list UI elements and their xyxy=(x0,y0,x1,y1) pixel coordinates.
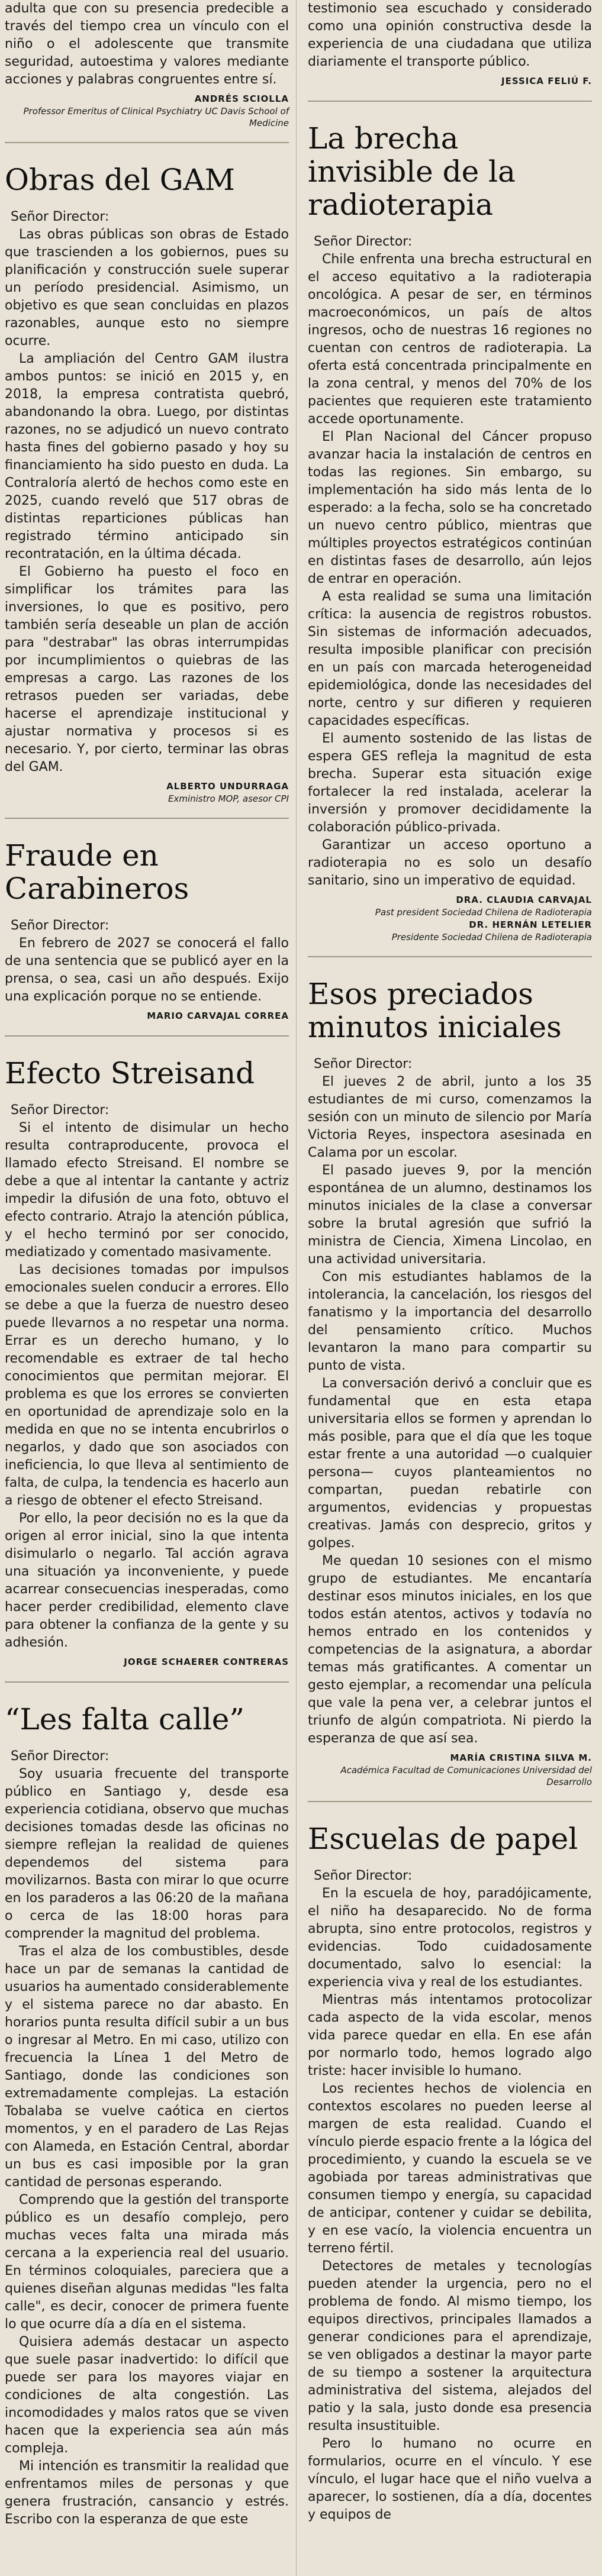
signature-block xyxy=(5,1655,289,1668)
signature-block xyxy=(5,780,289,805)
letter-title: Fraude en Carabineros xyxy=(5,838,189,906)
letter-title: Esos preciados minutos iniciales xyxy=(308,977,562,1044)
signature-name: MARIO CARVAJAL CORREA xyxy=(147,1011,289,1021)
letter-paragraph: El aumento sostenido de las listas de espera GES refleja la magnitud de esta brecha. Superar esta situación exige fortalecer la red instalada, acelerar la inversión y promover decididamente la colaboración público-privada. xyxy=(308,731,592,835)
letter-brecha-radioterapia xyxy=(308,122,592,943)
letter-paragraph: Con mis estudiantes hablamos de la intolerancia, la cancelación, los riesgos del fanatismo y la importancia del desarrollo del pensamiento crítico. Muchos levantaron la mano para compartir su punto de vista. xyxy=(308,1270,592,1373)
signature-name: DRA. CLAUDIA CARVAJAL xyxy=(456,895,592,905)
signature-block xyxy=(308,1751,592,1788)
letter-paragraph: testimonio sea escuchado y considerado como una opinión constructiva desde la experiencia de una ciudadana que utiliza diariamente el transporte público. xyxy=(308,1,592,69)
letter-paragraph: Las decisiones tomadas por impulsos emocionales suelen conducir a errores. Ello se debe a que la fuerza de nuestro deseo puede llevarnos a no respetar una norma. Errar es un derecho humano, y lo recomendable es extraer de tal hecho conocimientos que permitan mejorar. El problema es que los errores se convierten en oportunidad de aprendizaje solo en la medida en que no se intenta encubrirlos o negarlos, y dado que son asociados con ineficiencia, lo que lleva al sentimiento de falta, de culpa, la tendencia es hacerlo aun a riesgo de obtener el efecto Streisand. xyxy=(5,1263,289,1508)
letter-paragraph: En la escuela de hoy, paradójicamente, el niño ha desaparecido. No de forma abrupta, sino entre protocolos, registros y evidencias. Todo cuidadosamente documentado, salvo lo esencial: la experiencia viva y real de los estudiantes. xyxy=(308,1886,592,1990)
signature-name: MARÍA CRISTINA SILVA M. xyxy=(450,1752,592,1763)
letter-title: Escuelas de papel xyxy=(308,1822,578,1856)
letter-title: Obras del GAM xyxy=(5,163,235,197)
letter-paragraph: Me quedan 10 sesiones con el mismo grupo de estudiantes. Me encantaría destinar esos minutos iniciales, en los que todos están atentos, activos y todavía no hemos entrado en los contenidos y competencias de la asignatura, a abordar temas más gratificantes. A comentar un gesto ejemplar, a recomendar una película que vale la pena ver, a celebrar juntos el triunfo de algún compatriota. Ni pierdo la esperanza de que así sea. xyxy=(308,1554,592,1746)
salutation: Señor Director: xyxy=(314,234,413,249)
letter-paragraph: En febrero de 2027 se conocerá el fallo de una sentencia que se publicó ayer en la prensa, o sea, casi un año después. Exijo una explicación porque no se entiende. xyxy=(5,936,289,1004)
letter-paragraph: Chile enfrenta una brecha estructural en el acceso equitativo a la radioterapia oncológica. A pesar de ser, en términos macroeconómicos, un país de altos ingresos, ocho de nuestras 16 regiones no cuentan con centros de radioterapia. La oferta está concentrada principalmente en la zona central, y menos del 70% de los pacientes que requieren este tratamiento accede oportunamente. xyxy=(308,252,592,427)
letter-paragraph: Comprendo que la gestión del transporte público es un desafío complejo, pero muchas veces falta una mirada más cercana a la experiencia real del usuario. En términos coloquiales, pareciera que a quienes diseñan algunas medidas "les falta calle", es decir, conocer de primera fuente lo que ocurre día a día en el sistema. xyxy=(5,2193,289,2332)
letter-paragraph: El Gobierno ha puesto el foco en simplificar los trámites para las inversiones, lo que es positivo, pero también sería deseable un plan de acción para "destrabar" las obras interrumpidas por incumplimientos o quiebras de las empresas a cargo. Las razones de los retrasos pueden ser variadas, debe hacerse el aprendizaje institucional y ajustar normativa y procesos si es necesario. Y, por cierto, terminar las obras del GAM. xyxy=(5,564,289,774)
signature-name: DR. HERNÁN LETELIER xyxy=(469,919,592,930)
signature-title: Professor Emeritus of Clinical Psychiatry UC Davis School of Medicine xyxy=(23,106,289,128)
signature-block xyxy=(308,75,592,88)
salutation: Señor Director: xyxy=(11,1749,110,1764)
letter-paragraph: Mientras más intentamos protocolizar cada aspecto de la vida escolar, menos vida parece quedar en ella. En ese afán por normarlo todo, hemos logrado algo triste: hacer invisible lo humano. xyxy=(308,1993,592,2078)
letter-obras-del-gam xyxy=(5,163,289,805)
letter-paragraph: Por ello, la peor decisión no es la que da origen al error inicial, sino la que intenta disimularlo o negarlo. Tal acción agrava una situación ya inconveniente, y puede acarrear consecuencias inesperadas, como hacer perder credibilidad, elemento clave para obtener la confianza de la gente y su adhesión. xyxy=(5,1511,289,1650)
letter-paragraph: La conversación derivó a concluir que es fundamental que en esta etapa universitaria ellos se formen y aprendan lo más posible, para que el día que les toque estar frente a una autoridad —o cualquier persona— cuyos planteamientos no compartan, puedan rebatirle con argumentos, evidencias y propuestas creativas. Jamás con desprecio, gritos y golpes. xyxy=(308,1376,592,1551)
letter-title: “Les falta calle” xyxy=(5,1702,244,1736)
section-rule xyxy=(308,101,592,102)
section-rule xyxy=(308,1801,592,1802)
signature-name: JORGE SCHAERER CONTRERAS xyxy=(124,1657,289,1667)
letter-paragraph: Detectores de metales y tecnologías pueden atender la urgencia, pero no el problema de fondo. Al mismo tiempo, los equipos directivos, principales llamados a generar condiciones para el aprendizaje, se ven obligados a destinar la mayor parte de su tiempo a sostener la arquitectura administrativa del sistema, alejados del patio y la sala, justo donde esa presencia resulta insustituible. xyxy=(308,2259,592,2433)
letter-paragraph: Mi intención es transmitir la realidad que enfrentamos miles de personas y que genera frustración, cansancio y estrés. Escribo con la esperanza de que este xyxy=(5,2459,289,2527)
letter-paragraph: adulta que con su presencia predecible a través del tiempo crea un vínculo con el niño o el adolescente que transmite seguridad, autoestima y valores mediante acciones y palabras congruentes entre sí. xyxy=(5,1,289,87)
column-divider xyxy=(296,0,297,2576)
letter-paragraph: Tras el alza de los combustibles, desde hace un par de semanas la cantidad de usuarios ha aumentado considerablemente y el sistema parece no dar abasto. En horarios punta resulta difícil subir a un bus o ingresar al Metro. En mi caso, utilizo con frecuencia la Línea 1 del Metro de Santiago, donde las condiciones son extremadamente complejas. La estación Tobalaba se vuelve caótica en ciertos momentos, y en el paradero de Las Rejas con Alameda, en Estación Central, abordar un bus es casi imposible por la gran cantidad de personas esperando. xyxy=(5,1944,289,2190)
left-column xyxy=(5,0,289,2529)
letter-fraude-en-carabineros xyxy=(5,839,289,1022)
letter-paragraph: Soy usuaria frecuente del transporte público en Santiago y, desde esa experiencia cotidiana, observo que muchas decisiones tomadas desde las oficinas no siempre reflejan la realidad de quienes dependemos del sistema para movilizarnos. Basta con mirar lo que ocurre en los paraderos a las 06:20 de la mañana o cerca de las 18:00 horas para comprender la magnitud del problema. xyxy=(5,1767,289,1941)
letter-paragraph: Garantizar un acceso oportuno a radioterapia no es solo un desafío sanitario, sino un imperativo de equidad. xyxy=(308,838,592,888)
letter-paragraph: Quisiera además destacar un aspecto que suele pasar inadvertido: lo difícil que puede ser para los mayores viajar en condiciones de alta congestión. Las incomodidades y malos ratos que se viven hacen que la experiencia sea aún más compleja. xyxy=(5,2335,289,2456)
letter-fragment-top-left xyxy=(5,0,289,129)
letter-title: Efecto Streisand xyxy=(5,1056,255,1090)
letter-paragraph: La ampliación del Centro GAM ilustra ambos puntos: se inició en 2015 y, en 2018, la empresa contratista quebró, abandonando la obra. Luego, por distintas razones, no se adjudicó un nuevo contrato hasta fines del gobierno pasado y hoy su financiamiento ha sido puesto en duda. La Contraloría alertó de hechos como este en 2025, cuando reveló que 517 obras de distintas reparticiones públicas han registrado término anticipado sin recontratación, en la última década. xyxy=(5,351,289,561)
signature-name: ALBERTO UNDURRAGA xyxy=(166,781,289,792)
signature-block xyxy=(308,893,592,943)
section-rule xyxy=(308,956,592,957)
letter-paragraph: El Plan Nacional del Cáncer propuso avanzar hacia la instalación de centros en todas las regiones. Sin embargo, su implementación ha sido más lenta de lo esperado: a la fecha, solo se ha concretado un nuevo centro público, mientras que múltiples proyectos estratégicos continúan en distintas fases de desarrollo, aún lejos de entrar en operación. xyxy=(308,430,592,586)
signature-title: Exministro MOP, asesor CPI xyxy=(168,793,289,804)
letter-paragraph: Si el intento de disimular un hecho resulta contraproducente, provoca el llamado efecto Streisand. El nombre se debe a que al intentar la cantante y actriz impedir la difusión de una foto, obtuvo el efecto contrario. Atrajo la atención pública, y el hecho terminó por ser conocido, mediatizado y comentado masivamente. xyxy=(5,1121,289,1260)
letter-paragraph: El jueves 2 de abril, junto a los 35 estudiantes de mi curso, comenzamos la sesión con un minuto de silencio por María Victoria Reyes, inspectora asesinada en Calama por un escolar. xyxy=(308,1074,592,1160)
letter-paragraph: El pasado jueves 9, por la mención espontánea de un alumno, destinamos los minutos iniciales de la clase a conversar sobre la brutal agresión que sufrió la ministra de Ciencia, Ximena Lincolao, en una actividad universitaria. xyxy=(308,1163,592,1267)
salutation: Señor Director: xyxy=(314,1868,413,1883)
signature-name: JESSICA FELIÚ F. xyxy=(501,76,592,86)
salutation: Señor Director: xyxy=(11,918,110,933)
letter-minutos-iniciales xyxy=(308,977,592,1788)
signature-block xyxy=(5,1009,289,1022)
signature-block xyxy=(5,92,289,129)
signature-title: Académica Facultad de Comunicaciones Universidad del Desarrollo xyxy=(340,1765,592,1787)
letter-escuelas-de-papel xyxy=(308,1822,592,2524)
letter-paragraph: Pero lo humano no ocurre en formularios, ocurre en el vínculo. Y ese vínculo, el lugar hace que el niño vuelva a aparecer, lo sostienen, día a día, docentes y equipos de xyxy=(308,2436,592,2522)
letter-les-falta-calle xyxy=(5,1703,289,2529)
salutation: Señor Director: xyxy=(11,1103,110,1118)
section-rule xyxy=(5,142,289,143)
section-rule xyxy=(5,1681,289,1683)
letter-paragraph: Las obras públicas son obras de Estado que trascienden a los gobiernos, pues su planificación y construcción suele superar un período presidencial. Asimismo, un objetivo es que sean concluidas en plazos razonables, aunque esto no siempre ocurre. xyxy=(5,227,289,348)
salutation: Señor Director: xyxy=(11,209,110,224)
section-rule xyxy=(5,1035,289,1037)
section-rule xyxy=(5,818,289,819)
letter-title: La brecha invisible de la radioterapia xyxy=(308,121,516,222)
signature-name: ANDRÉS SCIOLLA xyxy=(194,93,289,104)
letter-efecto-streisand xyxy=(5,1057,289,1668)
right-column xyxy=(308,0,592,2524)
signature-title: Past president Sociedad Chilena de Radioterapia xyxy=(375,907,592,918)
salutation: Señor Director: xyxy=(314,1057,413,1071)
letter-fragment-top-right xyxy=(308,0,592,88)
letter-paragraph: A esta realidad se suma una limitación crítica: la ausencia de registros robustos. Sin sistemas de información adecuados, resulta imposible planificar con precisión en un país con marcada heterogeneidad epidemiológica, donde las necesidades del norte, centro y sur difieren y requieren capacidades específicas. xyxy=(308,589,592,728)
letter-paragraph: Los recientes hechos de violencia en contextos escolares no pueden leerse al margen de esta realidad. Cuando el vínculo pierde espacio frente a la lógica del procedimiento, y cuando la escuela se ve agobiada por tareas administrativas que consumen tiempo y energía, su capacidad de anticipar, contener y cuidar se debilita, y en ese vacío, la violencia encuentra un terreno fértil. xyxy=(308,2081,592,2256)
signature-title: Presidente Sociedad Chilena de Radioterapia xyxy=(391,932,592,942)
